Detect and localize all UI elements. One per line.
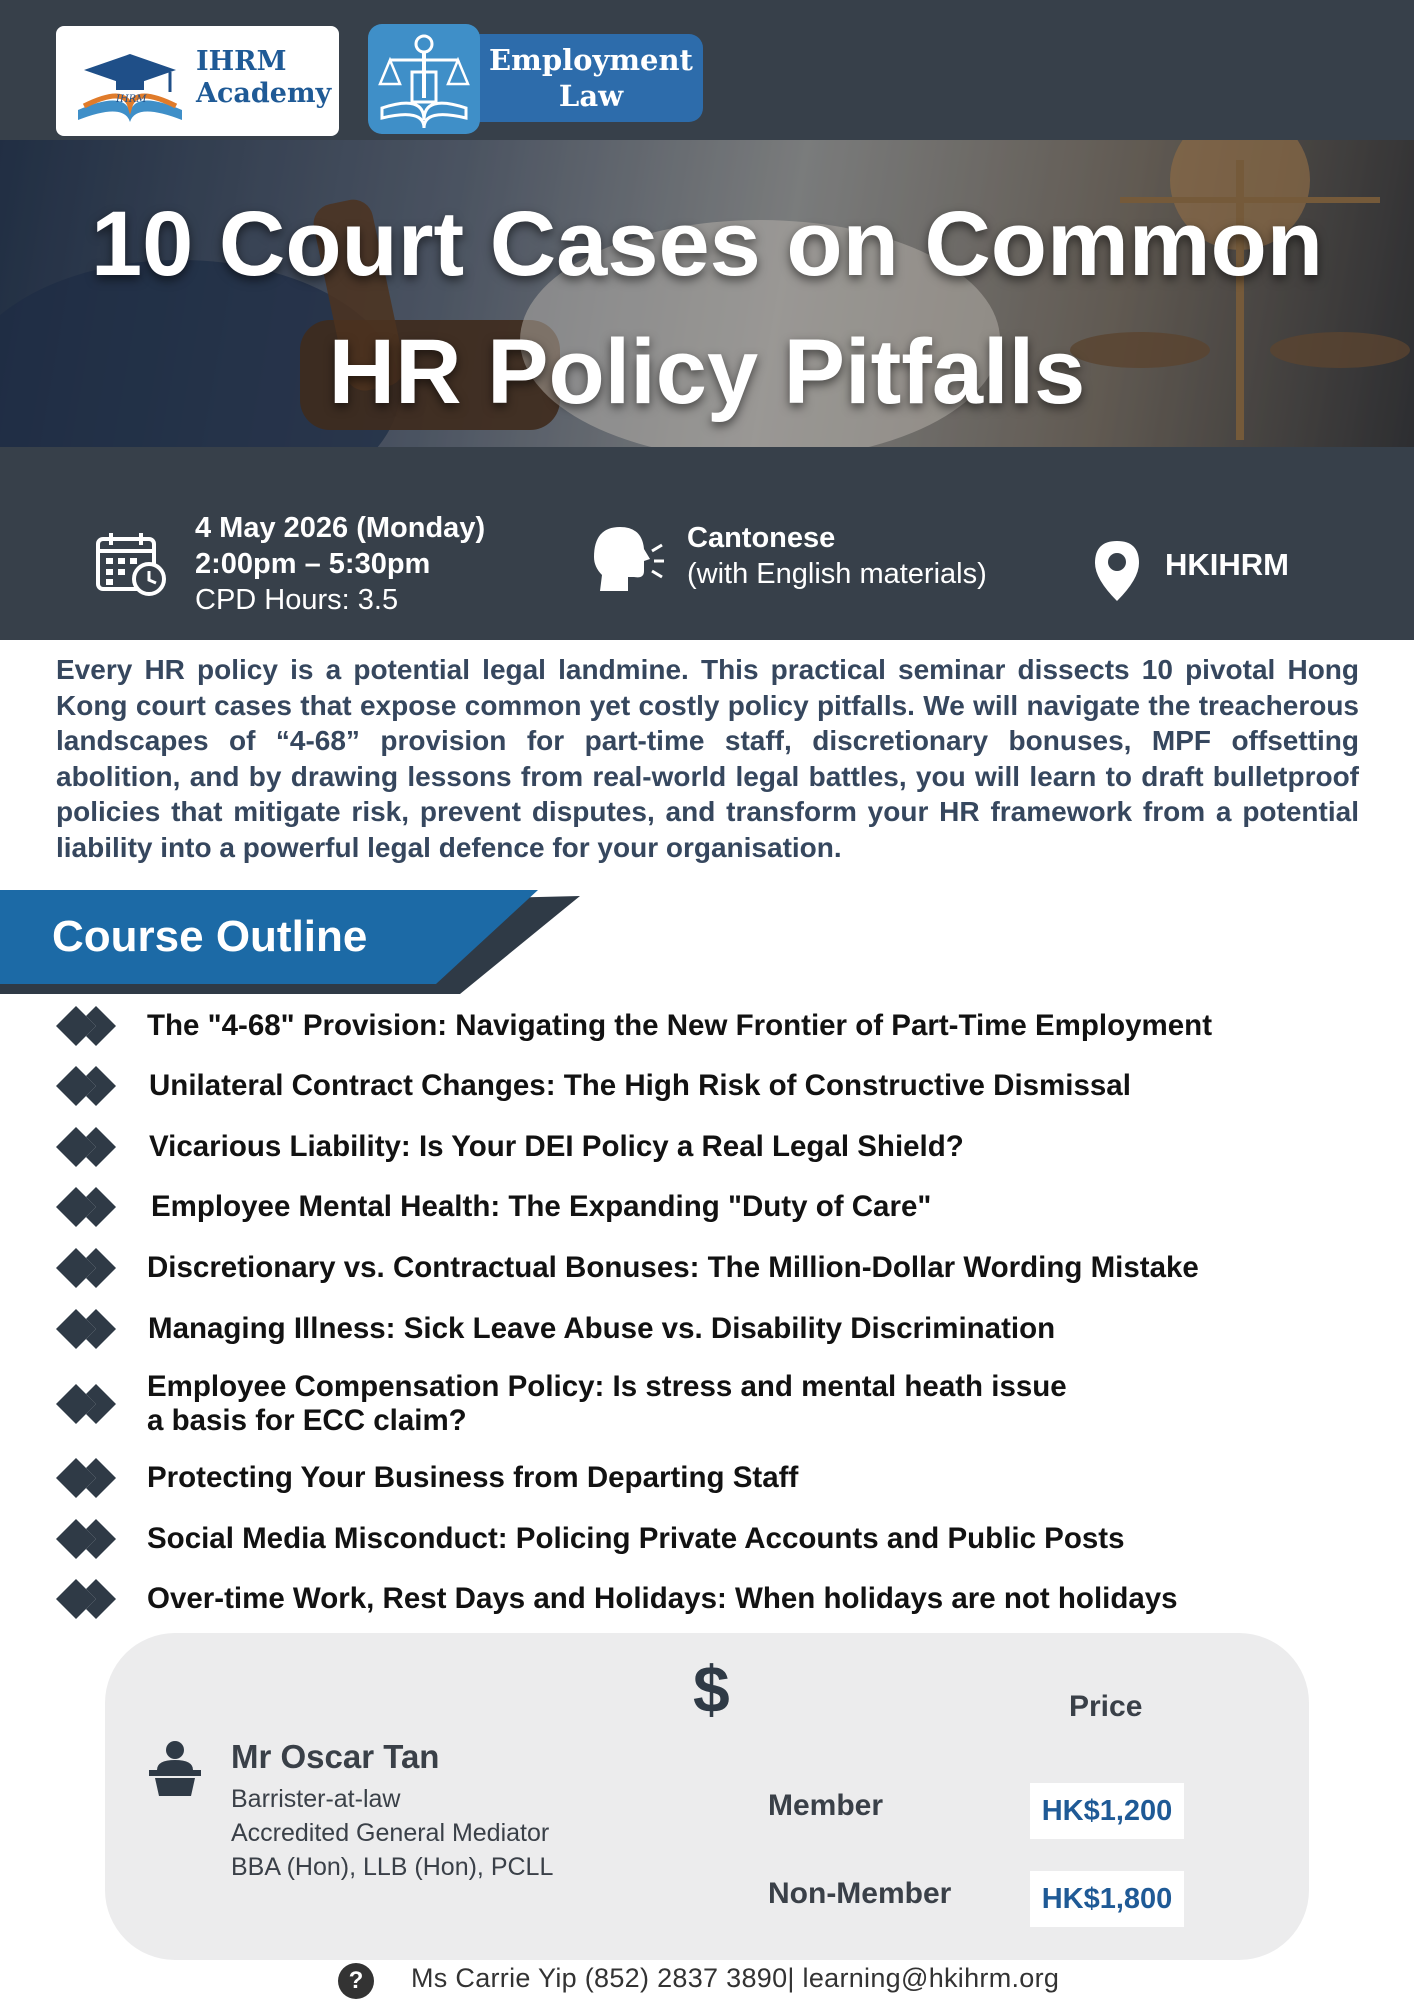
logo-name: IHRM bbox=[196, 46, 287, 77]
event-datetime bbox=[195, 510, 485, 618]
speaker-name: Mr Oscar Tan bbox=[231, 1738, 440, 1775]
diamond-bullet-icon bbox=[56, 1247, 118, 1289]
diamond-bullet-icon bbox=[56, 1308, 118, 1350]
graduation-cap-book-icon bbox=[64, 36, 194, 126]
calendar-clock-icon bbox=[95, 531, 167, 597]
nonmember-label: Non-Member bbox=[768, 1877, 952, 1910]
event-date: 4 May 2026 (Monday) bbox=[195, 512, 486, 544]
event-info-bar bbox=[0, 447, 1414, 640]
contact-info[interactable]: Ms Carrie Yip (852) 2837 3890| learning@hkihrm.org bbox=[411, 1963, 1060, 1993]
dollar-icon: $ bbox=[693, 1652, 730, 1726]
event-language: Cantonese (with English materials) bbox=[687, 522, 987, 590]
speaking-head-icon bbox=[588, 523, 664, 595]
employment-law-badge bbox=[368, 34, 703, 122]
event-venue: HKIHRM bbox=[1165, 547, 1289, 582]
price-heading: Price bbox=[1069, 1690, 1143, 1723]
event-time: 2:00pm – 5:30pm bbox=[195, 548, 431, 580]
question-icon: ? bbox=[338, 1963, 374, 1999]
event-cpd: CPD Hours: 3.5 bbox=[195, 584, 399, 616]
diamond-bullet-icon bbox=[56, 1383, 118, 1425]
diamond-bullet-icon bbox=[56, 1005, 118, 1047]
diamond-bullet-icon bbox=[56, 1518, 118, 1560]
justice-statue-book-icon bbox=[368, 24, 480, 134]
svg-text:IHRM: IHRM bbox=[116, 94, 147, 105]
top-bar bbox=[0, 0, 1414, 140]
course-outline-header bbox=[0, 888, 590, 994]
diamond-bullet-icon bbox=[56, 1065, 118, 1107]
location-pin-icon bbox=[1093, 539, 1141, 603]
hero-banner bbox=[0, 140, 1414, 447]
program-line2: Law bbox=[558, 79, 624, 113]
nonmember-price: HK$1,800 bbox=[1030, 1871, 1184, 1927]
course-outline-title: Course Outline bbox=[52, 912, 368, 961]
member-label: Member bbox=[768, 1789, 884, 1822]
program-line1: Employment bbox=[489, 43, 693, 77]
diamond-bullet-icon bbox=[56, 1186, 118, 1228]
diamond-bullet-icon bbox=[56, 1126, 118, 1168]
page-title: 10 Court Cases on Common HR Policy Pitfalls bbox=[91, 193, 1323, 423]
ihrm-academy-logo bbox=[56, 26, 339, 136]
logo-name-line2: Academy bbox=[196, 78, 332, 109]
diamond-bullet-icon bbox=[56, 1578, 118, 1620]
speaker-pricing-panel bbox=[105, 1633, 1309, 1960]
speaker-credential: Barrister-at-law bbox=[231, 1785, 401, 1813]
diamond-bullet-icon bbox=[56, 1457, 118, 1499]
speaker-credential: Accredited General Mediator bbox=[231, 1819, 550, 1847]
speaker-lectern-icon bbox=[147, 1740, 203, 1796]
member-price: HK$1,200 bbox=[1030, 1783, 1184, 1839]
intro-paragraph: Every HR policy is a potential legal landmine. This practical seminar dissects 10 pivotal Hong Kong court cases that expose common yet costly policy pitfalls. We will navigate the treacherous landscapes of “4-68” provision for part-time staff, discretionary bonuses, MPF offsetting abolition, and by drawing lessons from real-world legal battles, you will learn to draft bulletproof policies that mitigate risk, prevent disputes, and transform your HR framework from a potential liability into a powerful legal defence for your organisation. bbox=[56, 654, 1359, 863]
speaker-credential: BBA (Hon), LLB (Hon), PCLL bbox=[231, 1853, 554, 1881]
